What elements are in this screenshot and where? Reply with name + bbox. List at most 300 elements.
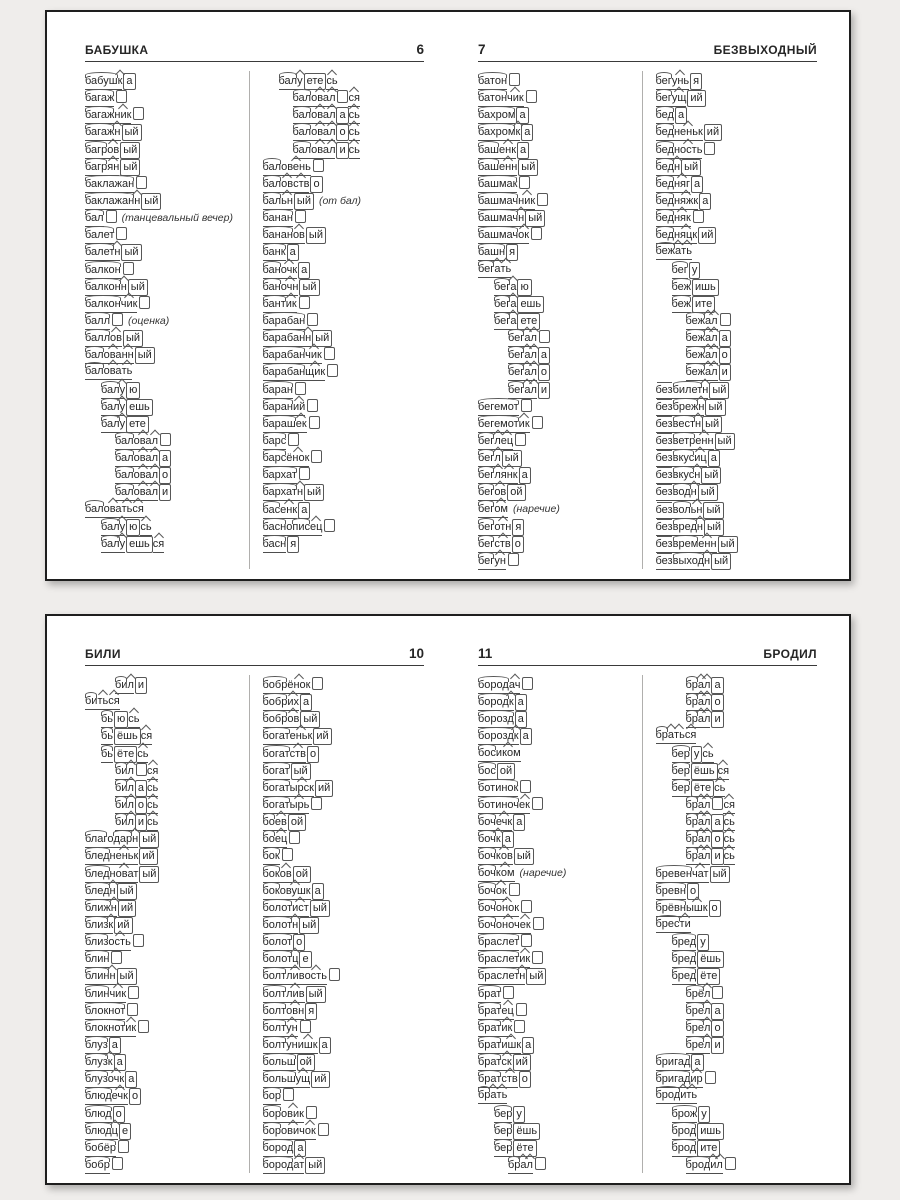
morpheme-root: бег [672, 263, 688, 279]
morpheme-ending: ой [297, 1054, 315, 1071]
usage-note: (от бал) [318, 194, 362, 207]
morpheme-ending: ю [114, 711, 128, 728]
morpheme-suffix: н [702, 383, 708, 399]
morpheme-suffix: н [694, 468, 700, 484]
morpheme-ending: ёте [691, 780, 714, 797]
page-header [478, 42, 817, 62]
word-column-2 [642, 71, 818, 569]
word-entry [656, 1155, 818, 1172]
word-entry [85, 726, 247, 743]
morpheme-suffix: у [120, 400, 126, 416]
morpheme-ending: о [711, 694, 723, 711]
zero-ending-box [118, 1140, 129, 1153]
morpheme-root: брес [656, 917, 680, 933]
word [656, 90, 706, 107]
morpheme-ending: и [135, 814, 147, 831]
word [85, 159, 140, 176]
zero-ending-box [299, 296, 310, 309]
morpheme-ending: ый [120, 142, 140, 159]
morpheme-root: бр [478, 1088, 490, 1104]
morpheme-prefix: без [656, 485, 673, 501]
zero-ending-box [133, 107, 144, 120]
word-entry [263, 1155, 425, 1172]
zero-ending-box [509, 73, 520, 86]
morpheme-suffix: лив [286, 987, 304, 1003]
morpheme-root: балкон [85, 280, 121, 296]
page-header [478, 646, 817, 666]
morpheme-suffix: л [329, 143, 335, 159]
word [478, 866, 515, 882]
morpheme-suffix: ком [496, 866, 515, 882]
morpheme-ending: ый [141, 193, 161, 210]
morpheme-ending: о [711, 1020, 723, 1037]
morpheme-ending: а [675, 107, 687, 124]
morpheme-ending: ите [692, 296, 715, 313]
morpheme-suffix: ышк [686, 901, 708, 917]
word-entry [263, 122, 425, 139]
word [686, 1037, 724, 1054]
word-entry [85, 949, 247, 966]
morpheme-suffix: ся [723, 798, 734, 814]
word-column-2 [249, 675, 425, 1173]
word [85, 502, 144, 518]
morpheme-root: баран [263, 383, 293, 399]
word-entry [656, 1138, 818, 1155]
word-entry [656, 726, 818, 743]
morpheme-ending: ый [702, 416, 722, 433]
word [263, 934, 306, 951]
word-entry [656, 482, 818, 499]
morpheme-root: бер [672, 781, 690, 797]
word [672, 1123, 724, 1140]
word-entry [656, 1018, 818, 1035]
zero-ending-box [288, 433, 299, 446]
morpheme-root: браслет [478, 952, 519, 968]
morpheme-suffix: а [698, 695, 704, 711]
word [101, 711, 140, 728]
morpheme-root: блуз [85, 1072, 108, 1088]
word-entry [263, 1001, 425, 1018]
morpheme-root: банан [263, 211, 293, 227]
morpheme-suffix: ист [292, 901, 309, 917]
morpheme-suffix: ьн [281, 194, 293, 210]
morpheme-suffix: ся [147, 764, 158, 780]
morpheme-ending: ый [718, 536, 738, 553]
word [478, 797, 543, 814]
morpheme-suffix: оноч [496, 918, 520, 934]
word [672, 951, 724, 968]
morpheme-root: баклажан [85, 177, 134, 193]
morpheme-root: билет [673, 383, 703, 399]
word [263, 1054, 315, 1071]
word-entry [263, 105, 425, 122]
word-entry [478, 744, 640, 761]
morpheme-root: болт [263, 987, 287, 1003]
morpheme-suffix: ся [141, 729, 152, 745]
word-entry [656, 191, 818, 208]
morpheme-suffix: ок [518, 228, 529, 244]
word [85, 1071, 137, 1088]
morpheme-root: болт [263, 1038, 287, 1054]
morpheme-suffix: а [698, 815, 704, 831]
morpheme-suffix: ец [275, 832, 287, 848]
word [478, 1003, 527, 1020]
morpheme-suffix: ц [292, 952, 298, 968]
morpheme-root: бал [293, 108, 312, 124]
morpheme-ending: ый [139, 831, 159, 848]
word-entry [263, 500, 425, 517]
word-entry [263, 71, 425, 88]
morpheme-suffix: ок [305, 1124, 316, 1140]
word-entry [656, 898, 818, 915]
morpheme-root: болот [263, 901, 293, 917]
word [85, 73, 136, 90]
word-entry [85, 692, 247, 709]
morpheme-root: болт [263, 1004, 287, 1020]
word-entry [478, 242, 640, 259]
morpheme-suffix: у [120, 537, 126, 553]
morpheme-root: бал [101, 520, 120, 536]
word-entry [478, 534, 640, 551]
zero-ending-box [693, 210, 704, 223]
word-entry [656, 431, 818, 448]
morpheme-root: бреж [673, 400, 699, 416]
word [85, 866, 159, 883]
morpheme-root: бег [478, 262, 494, 278]
word-entry [478, 88, 640, 105]
word-entry [656, 1086, 818, 1103]
morpheme-root: брат [478, 987, 501, 1003]
word-entry [263, 1104, 425, 1121]
morpheme-suffix: н [132, 832, 138, 848]
morpheme-suffix: н [305, 331, 311, 347]
word-entry [656, 517, 818, 534]
morpheme-ending: а [691, 176, 703, 193]
morpheme-root: балл [85, 331, 110, 347]
morpheme-suffix: а [524, 331, 530, 347]
morpheme-suffix: ун [286, 1021, 298, 1037]
morpheme-root: баш [478, 143, 499, 159]
zero-ending-box [329, 968, 340, 981]
morpheme-suffix: ся [132, 502, 143, 518]
zero-ending-box [327, 364, 338, 377]
word-entry [656, 915, 818, 932]
morpheme-suffix: ец [501, 434, 513, 450]
zero-ending-box [289, 831, 300, 844]
word-entry [263, 949, 425, 966]
word [293, 107, 360, 124]
word [656, 502, 724, 519]
word-entry [478, 448, 640, 465]
word [293, 142, 360, 159]
word [263, 450, 323, 467]
morpheme-ending: ый [139, 866, 159, 883]
word [263, 797, 323, 814]
morpheme-root: беж [672, 280, 692, 296]
morpheme-suffix: ец [310, 520, 322, 536]
zero-ending-box [521, 399, 532, 412]
word-entry [85, 517, 247, 534]
morpheme-root: брёвн [656, 901, 686, 917]
spread-pages-6-7 [45, 10, 851, 581]
morpheme-suffix: у [120, 383, 126, 399]
morpheme-root: богат [263, 747, 290, 763]
word [656, 519, 725, 536]
morpheme-root: боч [478, 884, 496, 900]
word-column-1 [85, 675, 247, 1173]
morpheme-root: бан [263, 280, 281, 296]
word-entry [85, 915, 247, 932]
morpheme-suffix: янк [501, 468, 518, 484]
word [85, 1123, 131, 1140]
morpheme-root: брод [656, 1088, 681, 1104]
morpheme-root: барс [263, 434, 287, 450]
morpheme-root: выход [673, 554, 704, 570]
morpheme-suffix: ов [110, 331, 122, 347]
morpheme-root: брод [672, 1141, 697, 1157]
word-entry [85, 1104, 247, 1121]
morpheme-ending: ый [304, 484, 324, 501]
morpheme-suffix: сь [140, 520, 151, 536]
morpheme-root: бег [478, 502, 494, 518]
morpheme-root: бабуш [85, 74, 118, 90]
morpheme-suffix: л [329, 125, 335, 141]
word [263, 262, 311, 279]
morpheme-suffix: ишк [501, 1038, 521, 1054]
morpheme-root: бор [263, 1124, 282, 1140]
word-entry [85, 122, 247, 139]
word-entry [478, 105, 640, 122]
morpheme-root: башмач [478, 211, 518, 227]
word [263, 416, 320, 433]
word [478, 210, 545, 227]
morpheme-suffix: л [704, 987, 710, 1003]
morpheme-root: бре [686, 1038, 705, 1054]
word [656, 107, 688, 124]
word-column-1 [85, 71, 247, 569]
morpheme-suffix: овушк [280, 884, 311, 900]
morpheme-ending: ый [117, 883, 137, 900]
word-entry [85, 242, 247, 259]
morpheme-ending: а [298, 502, 310, 519]
morpheme-root: бер [494, 1107, 512, 1123]
word-entry [478, 1155, 640, 1172]
zero-ending-box [526, 90, 537, 103]
morpheme-root: блед [85, 867, 110, 883]
morpheme-root: бас [263, 503, 281, 519]
morpheme-root: ветр [673, 434, 696, 450]
word [85, 694, 120, 710]
morpheme-root: бараш [263, 417, 296, 433]
morpheme-root: беж [686, 348, 706, 364]
morpheme-root: бан [263, 263, 281, 279]
morpheme-suffix: н [691, 485, 697, 501]
word [263, 330, 333, 347]
zero-ending-box [307, 313, 318, 326]
word-entry [263, 864, 425, 881]
morpheme-root: вол [673, 503, 691, 519]
morpheme-ending: о [538, 364, 550, 381]
word-entry [263, 846, 425, 863]
morpheme-ending: а [298, 262, 310, 279]
dictionary-page-7 [448, 12, 849, 579]
word-entry [85, 225, 247, 242]
morpheme-ending: ый [711, 553, 731, 570]
morpheme-ending: я [305, 1003, 317, 1020]
morpheme-root: вкус [673, 468, 695, 484]
word [478, 746, 521, 762]
morpheme-ending: и [336, 142, 348, 159]
morpheme-root: болот [263, 918, 293, 934]
zero-ending-box [705, 1071, 716, 1084]
morpheme-suffix: ат [293, 1158, 304, 1174]
morpheme-suffix: ек [296, 417, 307, 433]
page-number: 11 [478, 646, 493, 661]
word-entry [478, 778, 640, 795]
morpheme-suffix: енк [280, 503, 297, 519]
morpheme-ending: ый [306, 986, 326, 1003]
word-entry [85, 277, 247, 294]
word-entry [478, 482, 640, 499]
morpheme-root: бег [656, 74, 672, 90]
morpheme-ending: у [513, 1106, 525, 1123]
word-entry [85, 71, 247, 88]
morpheme-root: бал [293, 143, 312, 159]
morpheme-suffix: н [518, 211, 524, 227]
morpheme-suffix: ть [674, 728, 685, 744]
morpheme-ending: ый [299, 279, 319, 296]
morpheme-ending: ый [525, 210, 545, 227]
word-entry [656, 778, 818, 795]
word-entry [85, 328, 247, 345]
morpheme-ending: а [521, 124, 533, 141]
morpheme-suffix: л [704, 1038, 710, 1054]
word-entry [263, 328, 425, 345]
morpheme-root: бор [263, 1107, 282, 1123]
word-entry [656, 534, 818, 551]
word [85, 210, 117, 227]
morpheme-root: бег [478, 537, 494, 553]
morpheme-ending: а [159, 450, 171, 467]
dictionary-page-6 [47, 12, 448, 579]
morpheme-root: блед [85, 884, 110, 900]
morpheme-ending: ий [311, 1071, 329, 1088]
morpheme-root: бревен [656, 867, 692, 883]
word-entry [263, 881, 425, 898]
morpheme-suffix: сь [147, 815, 158, 831]
morpheme-root: бал [85, 211, 104, 227]
morpheme-suffix: л [127, 678, 133, 694]
morpheme-connector: о [107, 832, 113, 848]
morpheme-root: бобр [85, 1158, 110, 1174]
morpheme-root: бер [672, 747, 690, 763]
word [85, 934, 144, 951]
morpheme-root: бр [656, 728, 668, 744]
morpheme-root: бер [672, 764, 690, 780]
morpheme-root: багаж [85, 91, 114, 107]
word [656, 553, 732, 570]
morpheme-ending: о [519, 1071, 531, 1088]
morpheme-ending: я [287, 536, 299, 553]
morpheme-ending: и [711, 1037, 723, 1054]
word-entry [478, 500, 640, 517]
morpheme-suffix: н [111, 901, 117, 917]
morpheme-suffix: ий [293, 400, 305, 416]
morpheme-suffix: ун [286, 1038, 298, 1054]
zero-ending-box [309, 416, 320, 429]
morpheme-root: бок [263, 884, 280, 900]
morpheme-ending: а [516, 107, 528, 124]
morpheme-root: блин [85, 952, 109, 968]
word [263, 433, 300, 450]
morpheme-root: благ [85, 832, 107, 848]
word [478, 107, 529, 124]
word [263, 536, 300, 553]
morpheme-suffix: л [530, 348, 536, 364]
word-entry [478, 829, 640, 846]
zero-ending-box [133, 934, 144, 947]
word-entry [656, 1121, 818, 1138]
morpheme-root: бал [115, 451, 134, 467]
morpheme-suffix: няжк [674, 194, 698, 210]
word [686, 364, 731, 381]
morpheme-root: болт [263, 969, 287, 985]
morpheme-root: бок [263, 849, 280, 865]
morpheme-root: бахром [478, 125, 515, 141]
morpheme-suffix: сь [724, 832, 735, 848]
word-entry [478, 517, 640, 534]
morpheme-suffix: няцк [674, 228, 697, 244]
morpheme-ending: ый [121, 244, 141, 261]
morpheme-suffix: ун [494, 554, 506, 570]
word [101, 399, 153, 416]
zero-ending-box [295, 210, 306, 223]
morpheme-suffix: к [108, 918, 113, 934]
word-entry [656, 122, 818, 139]
morpheme-suffix: ц [112, 1124, 118, 1140]
morpheme-prefix: без [656, 520, 673, 536]
morpheme-suffix: ов [280, 867, 292, 883]
morpheme-ending: ю [517, 279, 531, 296]
morpheme-suffix: ек [520, 918, 531, 934]
morpheme-root: бред [672, 952, 697, 968]
morpheme-prefix: без [656, 417, 673, 433]
morpheme-root: блуз [85, 1055, 108, 1071]
word [656, 159, 702, 176]
word-columns [478, 71, 817, 569]
morpheme-ending: и [711, 848, 723, 865]
morpheme-root: бег [508, 331, 524, 347]
morpheme-suffix: ств [290, 747, 306, 763]
word [478, 553, 519, 570]
morpheme-root: банан [263, 228, 293, 244]
morpheme-root: боч [478, 832, 496, 848]
zero-ending-box [503, 986, 514, 999]
morpheme-root: банк [263, 245, 286, 261]
morpheme-ending: а [300, 694, 312, 711]
morpheme-ending: я [512, 519, 524, 536]
morpheme-root: башмак [478, 177, 517, 193]
word-entry [85, 1155, 247, 1172]
word-entry [656, 966, 818, 983]
usage-note: (наречие) [513, 502, 560, 515]
word-entry [85, 1001, 247, 1018]
morpheme-suffix: ик [519, 417, 530, 433]
word [478, 159, 538, 176]
morpheme-root: бород [478, 695, 509, 711]
word [656, 1088, 698, 1104]
morpheme-suffix: а [698, 712, 704, 728]
